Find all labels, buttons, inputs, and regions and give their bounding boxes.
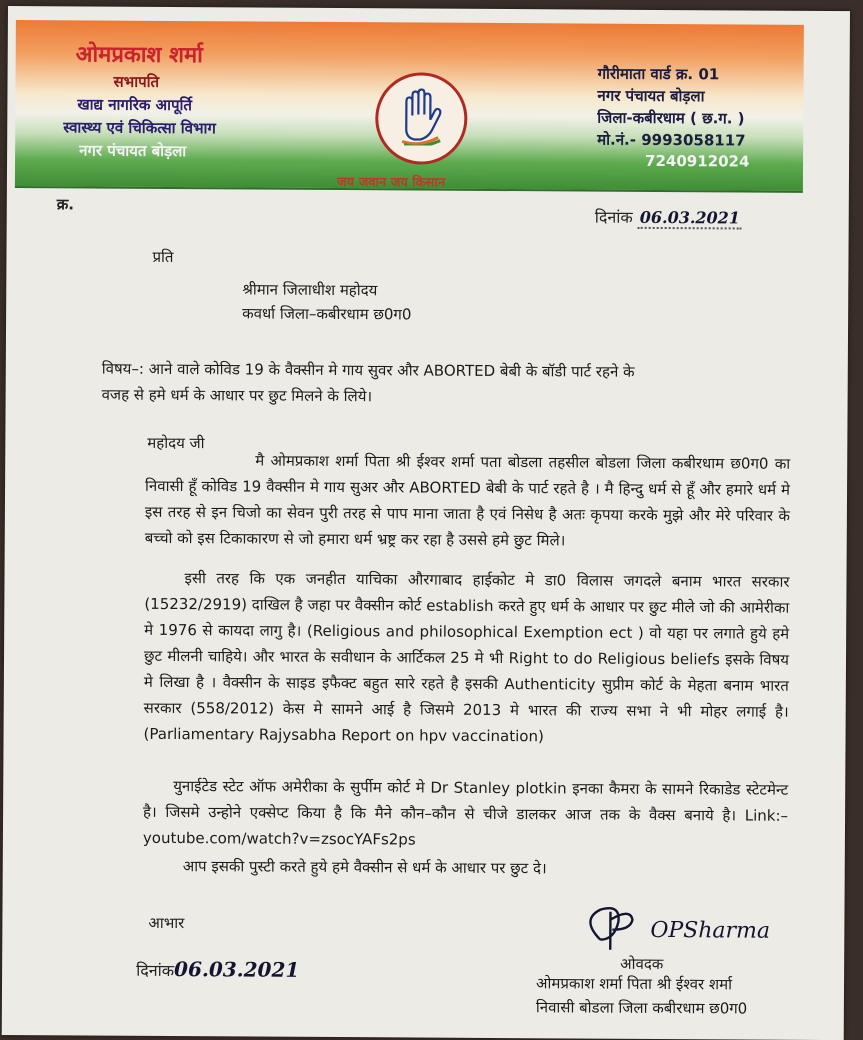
letterhead-address-1: गौरीमाता वार्ड क्र. 01 bbox=[597, 64, 720, 84]
date-bottom-value: 06.03.2021 bbox=[174, 957, 300, 982]
body-paragraph-2: इसी तरह कि एक जनहीत याचिका औरगाबाद हाईकोट मे डा0 विलास जगदले बनाम भारत सरकार (15232/2919) दाखिल है जहा पर वैक्सीन कोर्ट establish करते हुए धर्म के आधार पर छुट मीले जो की आमेरीका मे 1976 से कायदा लागु है। (Religious and philosophical Exemption ect ) वो यहा पर लगाते हुये हमे छुट मीलनी चाहिये। और भारत के सवीधान के आर्टिकल 25 मे भी Right to do Religious beliefs इसके विषय मे लिखा है । वैक्सीन के साइड इफैक्ट बहुत सारे रहते है इसकी Authenticity सुप्रीम कोर्ट के मेहता बनाम भारत सरकार (558/2012) केस मे सामने आई है जिसमे 2013 मे भारत की राज्य सभा ने भी मोहर लगाई है। (Parliamentary Rajysabha Report on hpv vaccination) bbox=[143, 569, 790, 746]
date-top-value: 06.03.2021 bbox=[638, 208, 742, 230]
letterhead-dept-1: खाद्य नागरिक आपूर्ति bbox=[77, 95, 192, 115]
hand-emblem-icon bbox=[375, 72, 468, 165]
letterhead-designation: सभापति bbox=[113, 72, 160, 91]
body-paragraph-3: युनाईटेड स्टेट ऑफ अमेरीका के सुर्पीम कोर्ट मे Dr Stanley plotkin इनका कैमरा के सामने रिकाडेड स्टेटमेन्ट है। जिसमे उन्होने एक्सेप्ट किया है कि मैने कौन–कौन से चीजे डालकर आज तक के वैक्स बनाये है। Link:– youtube.com/watch?v=zsocYAFs2ps bbox=[142, 777, 789, 849]
signature-ovadak: ओवदक bbox=[620, 954, 664, 974]
letterhead-address-2: नगर पंचायत बोड़ला bbox=[597, 86, 705, 106]
letterhead-dept-3: नगर पंचायत बोड़ला bbox=[79, 141, 187, 161]
letterhead-slogan: जय जवान जय किसान bbox=[336, 175, 446, 191]
date-label-bottom: दिनांक bbox=[136, 960, 175, 981]
prati-label: प्रति bbox=[152, 247, 174, 267]
greeting: महोदय जी bbox=[147, 433, 205, 453]
phone-1: 9993058117 bbox=[641, 130, 746, 150]
letterhead-name: ओमप्रकाश शर्मा bbox=[75, 41, 204, 69]
date-label-top: दिनांक bbox=[594, 207, 633, 227]
letter-paper bbox=[2, 6, 850, 1040]
letterhead-dept-2: स्वास्थ्य एवं चिकित्सा विभाग bbox=[63, 118, 216, 138]
letterhead-right bbox=[597, 64, 798, 173]
signature-flourish-icon bbox=[570, 899, 660, 960]
body-paragraph-4: आप इसकी पुस्टी करते हुये हमे वैक्सीन से धर्म के आधार पर छुट दे। bbox=[182, 857, 547, 878]
hand-icon bbox=[394, 87, 444, 145]
recipient-line-1: श्रीमान जिलाधीश महोदय bbox=[242, 280, 378, 300]
body-paragraph-1: मै ओमप्रकाश शर्मा पिता श्री ईश्वर शर्मा पता बोडला तहसील बोडला जिला कबीरधाम छ0ग0 का निवासी हूँ कोविड 19 वैक्सीन मे गाय सुअर और ABORTED बेबी के पार्ट रहते है । मै हिन्दु धर्म से हूँ और हमारे धर्म मे इस तरह से इन चिजो का सेवन पुरी तरह से पाप माना जाता है एवं निसेध है अतः कृपया करके मुझे और मेरे परिवार के बच्चो को इस टिकाकारण से जो हमारा धर्म भ्रष्ट्र कर रहा है उससे हमे छुट मिले। bbox=[144, 451, 791, 550]
letterhead-phone-row bbox=[597, 130, 797, 151]
letterhead-address-3: जिला-कबीरधाम ( छ.ग. ) bbox=[597, 108, 745, 128]
letterhead-left bbox=[63, 38, 314, 162]
signer-name-line: ओमप्रकाश शर्मा पिता श्री ईश्वर शर्मा bbox=[535, 974, 733, 994]
date-top bbox=[595, 206, 742, 229]
signature-handwritten: OPSharma bbox=[650, 917, 771, 944]
recipient-line-2: कवर्धा जिला–कबीरधाम छ0ग0 bbox=[242, 304, 412, 324]
closing: आभार bbox=[148, 913, 185, 933]
phone-label: मो.नं.- bbox=[597, 130, 637, 149]
letterhead bbox=[15, 20, 804, 193]
ref-label: क्र. bbox=[56, 195, 75, 214]
phone-2: 7240912024 bbox=[645, 151, 750, 171]
date-bottom bbox=[136, 957, 299, 982]
subject-line-2: वजह से हमे धर्म के आधार पर छुट मिलने के लिये। bbox=[101, 385, 373, 406]
signer-residence-line: निवासी बोडला जिला कबीरधाम छ0ग0 bbox=[535, 998, 748, 1018]
subject-line-1: विषय–: आने वाले कोविड 19 के वैक्सीन मे गाय सुवर और ABORTED बेबी के बॉडी पार्ट रहने के bbox=[101, 359, 635, 381]
